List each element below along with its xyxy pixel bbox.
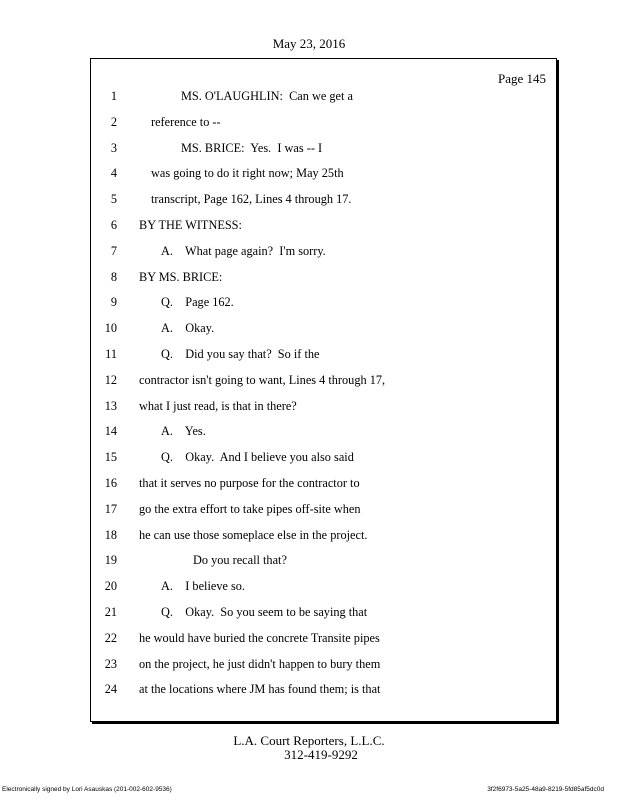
line-text: Q. Okay. So you seem to be saying that (161, 605, 368, 619)
line-text: go the extra effort to take pipes off-site when (139, 501, 361, 516)
line-number: 24 (104, 682, 117, 697)
line-number: 13 (104, 398, 117, 413)
line-text: on the project, he just didn't happen to bury them (139, 656, 381, 671)
line-text: reference to -- (151, 114, 221, 129)
line-text: A. Yes. (161, 424, 206, 439)
line-text: MS. BRICE: Yes. I was -- I (181, 140, 323, 155)
line-number: 8 (110, 269, 117, 284)
transcript-line (91, 450, 556, 470)
signature-text: Electronically signed by Lori Asauskas (201-002-602-9536) (2, 786, 172, 793)
transcript-line (91, 528, 556, 548)
transcript-line (91, 89, 556, 109)
transcript-line (91, 424, 556, 444)
line-text: that it serves no purpose for the contractor to (139, 476, 360, 490)
line-text: Q. Okay. And I believe you also said (161, 450, 354, 465)
line-text: he can use those someplace else in the project. (139, 527, 368, 542)
line-text: Q. Page 162. (161, 295, 234, 310)
transcript-line (91, 270, 556, 290)
line-number: 4 (110, 166, 117, 181)
line-number: 22 (104, 630, 117, 645)
line-text: he would have buried the concrete Transite pipes (139, 630, 380, 645)
transcript-line (91, 192, 556, 212)
line-text: A. Okay. (161, 321, 215, 336)
transcript-line (91, 502, 556, 522)
transcript-page (90, 58, 557, 722)
transcript-line (91, 476, 556, 496)
line-text: was going to do it right now; May 25th (151, 166, 344, 181)
line-number: 7 (110, 243, 117, 258)
line-number: 20 (104, 579, 117, 594)
line-number: 21 (104, 605, 117, 619)
transcript-line (91, 218, 556, 238)
line-number: 2 (110, 114, 117, 129)
transcript-line (91, 373, 556, 393)
line-number: 18 (104, 527, 117, 542)
signature-hash: 3f2f6973-5a25-48a9-8219-5fd85af5dc0d (487, 786, 604, 793)
transcript-line (91, 631, 556, 651)
line-number: 10 (104, 321, 117, 336)
transcript-line (91, 244, 556, 264)
page-number: Page 145 (497, 71, 546, 86)
line-text: BY THE WITNESS: (139, 218, 242, 232)
line-number: 14 (104, 424, 117, 439)
line-number: 11 (105, 347, 117, 361)
line-number: 6 (110, 218, 117, 232)
line-number: 9 (110, 295, 117, 310)
line-number: 17 (104, 501, 117, 516)
line-number: 1 (110, 89, 117, 103)
footer-phone: 312-419-9292 (284, 747, 358, 762)
line-number: 15 (104, 450, 117, 465)
transcript-line (91, 295, 556, 315)
line-text: at the locations where JM has found them; is that (139, 682, 381, 697)
footer-company: L.A. Court Reporters, L.L.C. (233, 733, 385, 748)
line-text: transcript, Page 162, Lines 4 through 17. (151, 192, 352, 207)
line-text: BY MS. BRICE: (139, 269, 223, 284)
line-text: A. I believe so. (161, 579, 246, 594)
transcript-line (91, 399, 556, 419)
line-text: what I just read, is that in there? (139, 398, 297, 413)
line-number: 12 (104, 372, 117, 387)
transcript-line (91, 141, 556, 161)
transcript-line (91, 321, 556, 341)
line-text: Do you recall that? (193, 553, 287, 568)
transcript-line (91, 605, 556, 625)
transcript-line (91, 553, 556, 573)
line-number: 23 (104, 656, 117, 671)
line-number: 3 (110, 140, 117, 155)
line-text: A. What page again? I'm sorry. (161, 243, 326, 258)
line-text: MS. O'LAUGHLIN: Can we get a (181, 89, 353, 103)
transcript-line (91, 657, 556, 677)
line-number: 5 (110, 192, 117, 207)
line-text: Q. Did you say that? So if the (161, 347, 320, 361)
line-number: 16 (104, 476, 117, 490)
transcript-line (91, 347, 556, 367)
transcript-line (91, 682, 556, 702)
header-date: May 23, 2016 (272, 36, 346, 51)
transcript-line (91, 115, 556, 135)
line-text: contractor isn't going to want, Lines 4 through 17, (139, 372, 386, 387)
line-number: 19 (104, 553, 117, 568)
transcript-line (91, 579, 556, 599)
transcript-line (91, 166, 556, 186)
